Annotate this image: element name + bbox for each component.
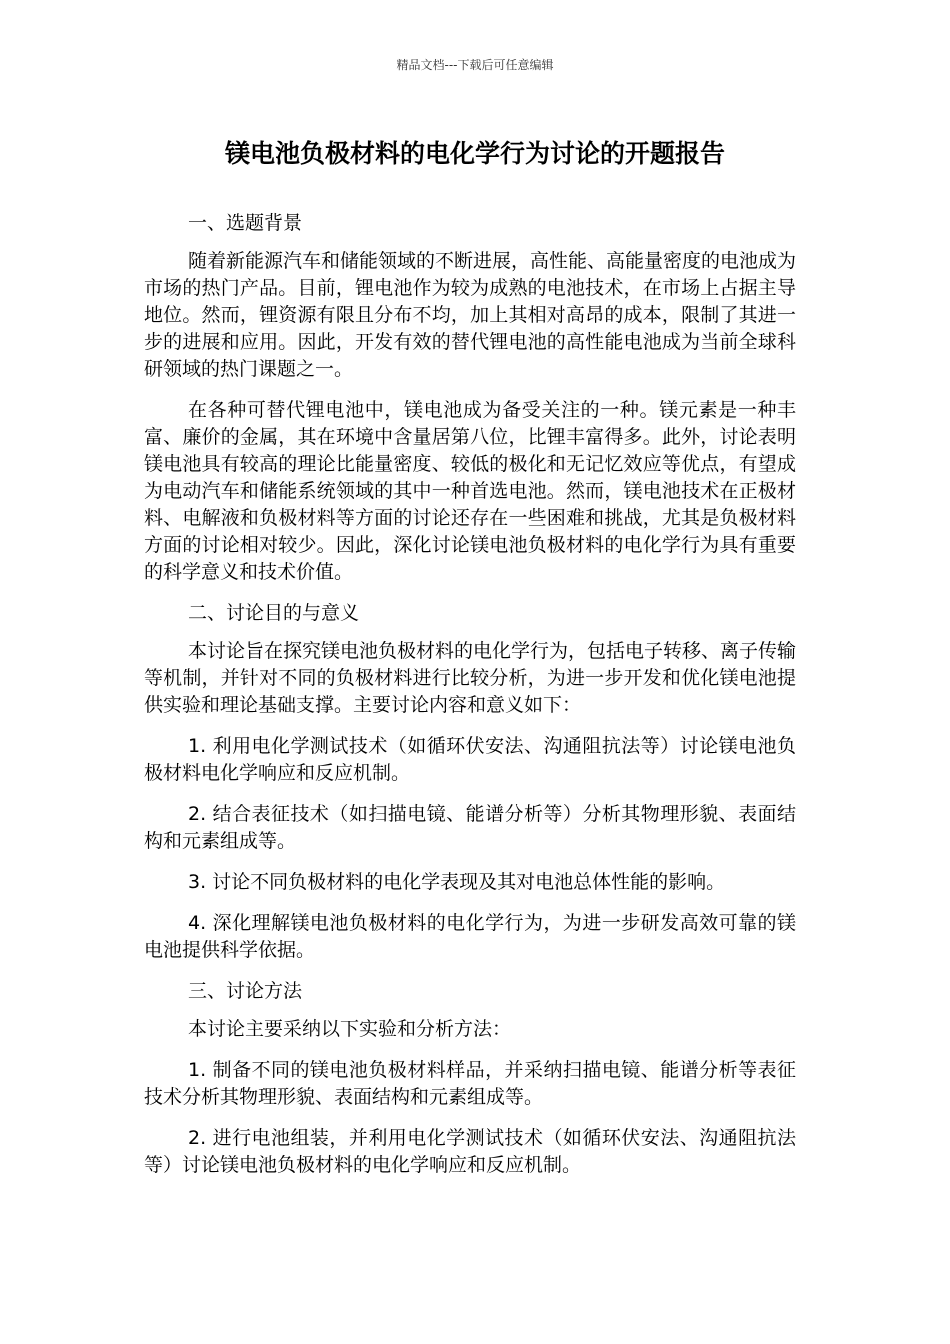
page-header-note: 精品文档---下载后可任意编辑 — [396, 58, 554, 72]
paragraph-purpose-intro: 本讨论旨在探究镁电池负极材料的电化学行为，包括电子转移、离子传输等机制，并针对不同的负极材料进行比较分析，为进一步开发和优化镁电池提供实验和理论基础支撑。主要讨论内容和意义如下： — [144, 640, 797, 716]
list-item-purpose-4: 4. 深化理解镁电池负极材料的电化学行为，为进一步研发高效可靠的镁电池提供科学依据。 — [144, 912, 796, 961]
paragraph-background-1: 随着新能源汽车和储能领域的不断进展，高性能、高能量密度的电池成为市场的热门产品。目前，锂电池作为较为成熟的电池技术，在市场上占据主导地位。然而，锂资源有限且分布不均，加上其相对高昂的成本，限制了其进一步的进展和应用。因此，开发有效的替代锂电池的高性能电池成为当前全球科研领域的热门课题之一。 — [144, 250, 797, 380]
section-heading-purpose: 二、讨论目的与意义 — [188, 602, 360, 624]
list-item-purpose-2: 2. 结合表征技术（如扫描电镜、能谱分析等）分析其物理形貌、表面结构和元素组成等。 — [144, 803, 796, 852]
section-heading-methods: 三、讨论方法 — [188, 980, 303, 1002]
paragraph-background-2: 在各种可替代锂电池中，镁电池成为备受关注的一种。镁元素是一种丰富、廉价的金属，其在环境中含量居第八位，比锂丰富得多。此外，讨论表明镁电池具有较高的理论比能量密度、较低的极化和无记忆效应等优点，有望成为电动汽车和储能系统领域的其中一种首选电池。然而，镁电池技术在正极材料、电解液和负极材料等方面的讨论还存在一些困难和挑战，尤其是负极材料方面的讨论相对较少。因此，深化讨论镁电池负极材料的电化学行为具有重要的科学意义和技术价值。 — [144, 399, 796, 583]
list-item-purpose-1: 1. 利用电化学测试技术（如循环伏安法、沟通阻抗法等）讨论镁电池负极材料电化学响应和反应机制。 — [144, 735, 796, 784]
list-item-methods-2: 2. 进行电池组装，并利用电化学测试技术（如循环伏安法、沟通阻抗法等）讨论镁电池负极材料的电化学响应和反应机制。 — [144, 1127, 796, 1176]
document-title: 镁电池负极材料的电化学行为讨论的开题报告 — [224, 139, 725, 168]
section-heading-background: 一、选题背景 — [188, 212, 303, 234]
list-item-purpose-3: 3. 讨论不同负极材料的电化学表现及其对电池总体性能的影响。 — [188, 871, 726, 893]
paragraph-methods-intro: 本讨论主要采纳以下实验和分析方法： — [188, 1018, 512, 1040]
document-body — [144, 210, 796, 1193]
list-item-methods-1: 1. 制备不同的镁电池负极材料样品，并采纳扫描电镜、能谱分析等表征技术分析其物理形貌、表面结构和元素组成等。 — [144, 1059, 796, 1108]
